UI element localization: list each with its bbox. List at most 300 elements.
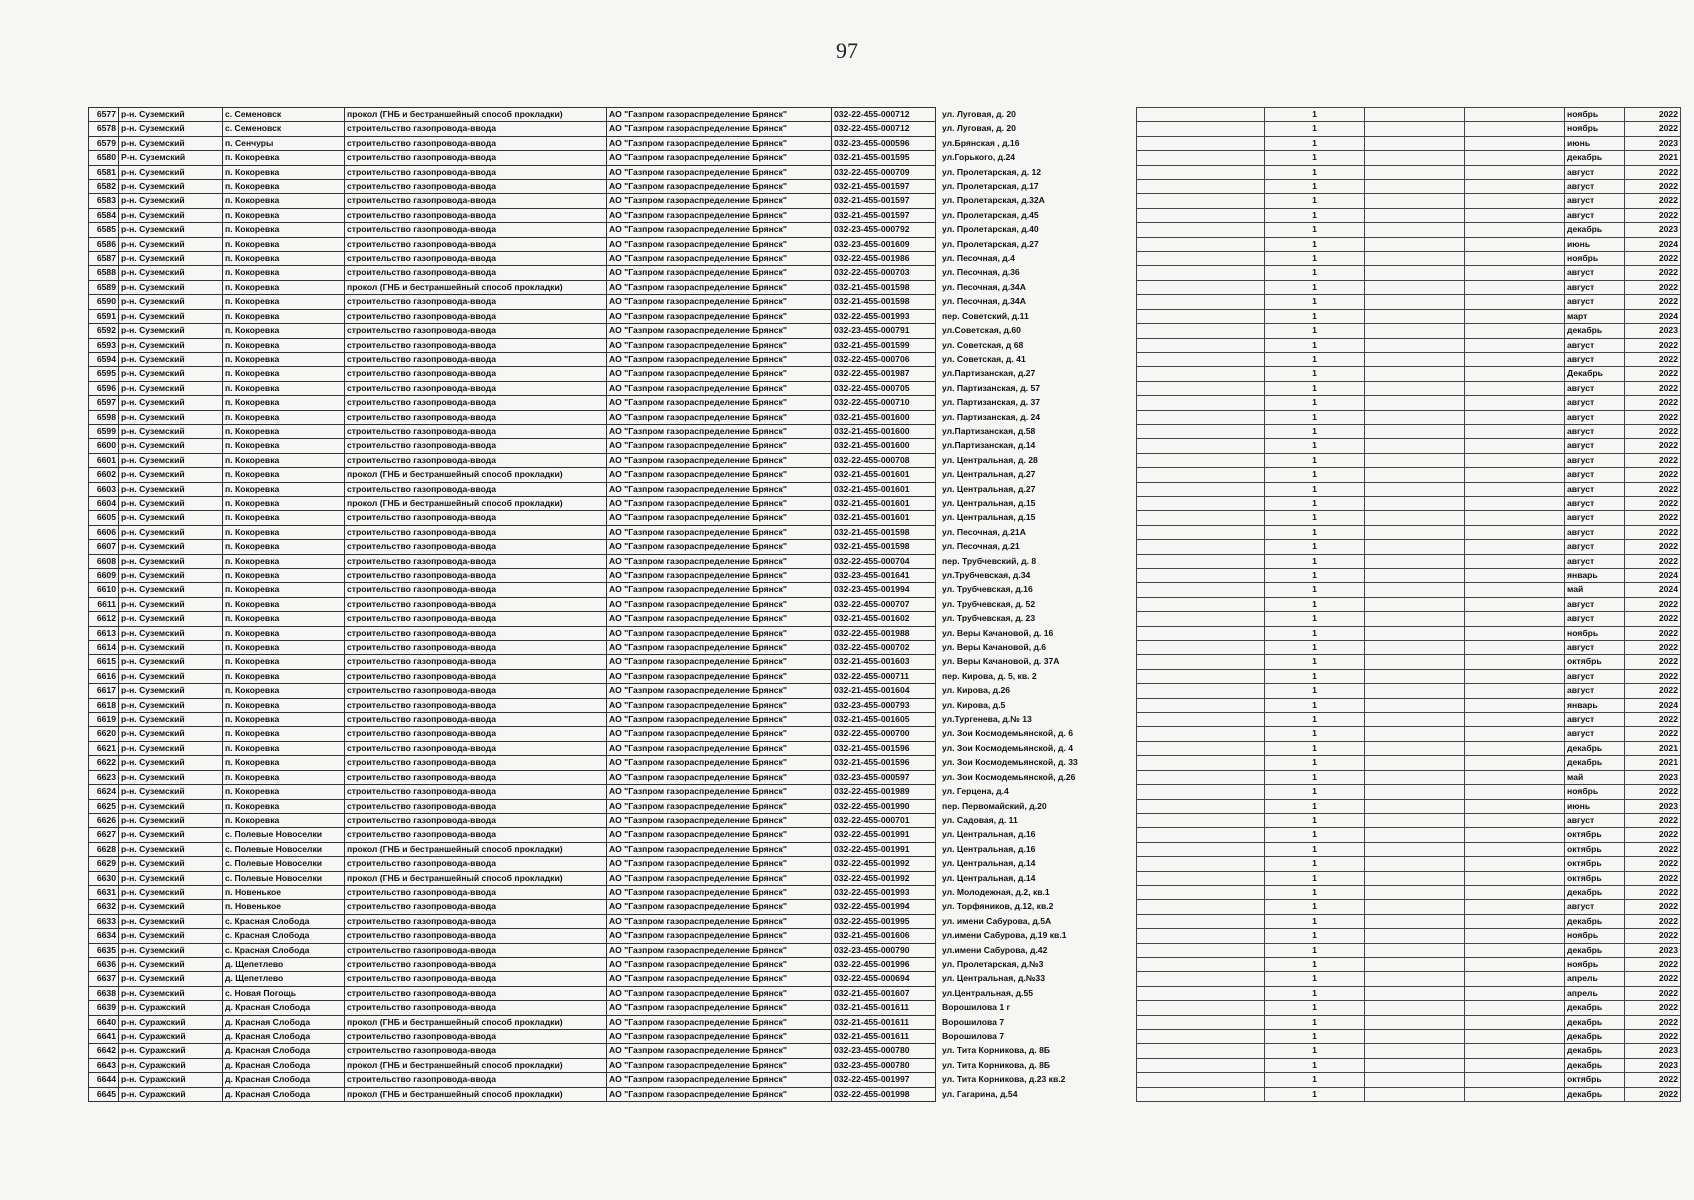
cell-empty — [1365, 496, 1465, 510]
table-row — [89, 655, 1126, 669]
cell-empty — [1137, 410, 1265, 424]
cell-row-number: 6643 — [89, 1058, 119, 1072]
cell-empty — [1465, 698, 1565, 712]
cell-empty — [1465, 641, 1565, 655]
cell-registry-number: 032-21-455-001597 — [832, 208, 936, 222]
cell-address: ул. Трубчевская, д. 52 — [942, 598, 1036, 609]
cell-settlement: д. Красная Слобода — [223, 1044, 345, 1058]
cell-row-number: 6591 — [89, 309, 119, 323]
cell-registry-number: 032-23-455-000780 — [832, 1044, 936, 1058]
cell-empty — [1465, 929, 1565, 943]
cell-district: Р-н. Суземский — [119, 151, 223, 165]
cell-district: р-н. Суражский — [119, 1087, 223, 1101]
table-row — [1137, 900, 1681, 914]
table-row — [89, 194, 1126, 208]
cell-organization: АО "Газпром газораспределение Брянск" — [607, 698, 832, 712]
cell-month: август — [1565, 410, 1625, 424]
cell-work-type: строительство газопровода-ввода — [345, 352, 607, 366]
cell-empty — [1465, 1001, 1565, 1015]
cell-work-type: строительство газопровода-ввода — [345, 641, 607, 655]
cell-registry-number: 032-21-455-001601 — [832, 511, 936, 525]
table-row — [1137, 957, 1681, 971]
cell-empty — [1365, 597, 1465, 611]
table-row — [89, 914, 1126, 928]
cell-registry-number: 032-22-455-001992 — [832, 871, 936, 885]
cell-district: р-н. Суземский — [119, 943, 223, 957]
cell-organization: АО "Газпром газораспределение Брянск" — [607, 871, 832, 885]
cell-quantity: 1 — [1265, 223, 1365, 237]
cell-empty — [1365, 511, 1465, 525]
cell-row-number: 6631 — [89, 885, 119, 899]
cell-month: ноябрь — [1565, 957, 1625, 971]
cell-empty — [1137, 727, 1265, 741]
cell-settlement: с. Полевые Новоселки — [223, 871, 345, 885]
cell-empty — [1137, 957, 1265, 971]
cell-quantity: 1 — [1265, 842, 1365, 856]
cell-address: ул. Партизанская, д. 57 — [942, 382, 1041, 393]
table-row — [1137, 338, 1681, 352]
cell-row-number: 6623 — [89, 770, 119, 784]
cell-month: декабрь — [1565, 1044, 1625, 1058]
cell-work-type: строительство газопровода-ввода — [345, 770, 607, 784]
cell-empty — [1137, 842, 1265, 856]
cell-registry-number: 032-22-455-000706 — [832, 352, 936, 366]
cell-row-number: 6581 — [89, 165, 119, 179]
cell-year: 2022 — [1625, 453, 1681, 467]
table-row — [1137, 1073, 1681, 1087]
cell-settlement: д. Красная Слобода — [223, 1001, 345, 1015]
cell-empty — [1137, 367, 1265, 381]
cell-quantity: 1 — [1265, 857, 1365, 871]
cell-empty — [1137, 799, 1265, 813]
cell-empty — [1365, 1087, 1465, 1101]
cell-district: р-н. Суземский — [119, 468, 223, 482]
cell-work-type: строительство газопровода-ввода — [345, 986, 607, 1000]
table-row — [89, 929, 1126, 943]
cell-organization: АО "Газпром газораспределение Брянск" — [607, 194, 832, 208]
cell-settlement: д. Красная Слобода — [223, 1087, 345, 1101]
cell-address: ул. Кирова, д.5 — [942, 699, 1006, 710]
cell-work-type: строительство газопровода-ввода — [345, 410, 607, 424]
cell-month: июнь — [1565, 237, 1625, 251]
cell-work-type: строительство газопровода-ввода — [345, 194, 607, 208]
table-row — [1137, 208, 1681, 222]
cell-work-type: прокол (ГНБ и бестраншейный способ прокладки) — [345, 1015, 607, 1029]
cell-district: р-н. Суземский — [119, 165, 223, 179]
table-row — [89, 266, 1126, 280]
table-row — [1137, 237, 1681, 251]
table-row — [89, 1058, 1126, 1072]
cell-empty — [1137, 151, 1265, 165]
cell-work-type: строительство газопровода-ввода — [345, 338, 607, 352]
cell-row-number: 6607 — [89, 540, 119, 554]
cell-settlement: с. Полевые Новоселки — [223, 828, 345, 842]
cell-address: Ворошилова 7 — [942, 1031, 1005, 1041]
cell-work-type: строительство газопровода-ввода — [345, 756, 607, 770]
table-row — [1137, 655, 1681, 669]
cell-organization: АО "Газпром газораспределение Брянск" — [607, 108, 832, 122]
cell-year: 2022 — [1625, 828, 1681, 842]
cell-settlement: п. Кокоревка — [223, 194, 345, 208]
cell-quantity: 1 — [1265, 828, 1365, 842]
cell-registry-number: 032-21-455-001606 — [832, 929, 936, 943]
cell-settlement: п. Кокоревка — [223, 554, 345, 568]
cell-empty — [1365, 352, 1465, 366]
cell-address: ул. Луговая, д. 20 — [942, 109, 1016, 119]
table-row — [1137, 136, 1681, 150]
cell-empty — [1137, 655, 1265, 669]
cell-empty — [1465, 1087, 1565, 1101]
cell-year: 2022 — [1625, 885, 1681, 899]
cell-work-type: строительство газопровода-ввода — [345, 1044, 607, 1058]
cell-district: р-н. Суземский — [119, 525, 223, 539]
cell-organization: АО "Газпром газораспределение Брянск" — [607, 943, 832, 957]
cell-organization: АО "Газпром газораспределение Брянск" — [607, 1073, 832, 1087]
cell-month: октябрь — [1565, 828, 1625, 842]
cell-year: 2023 — [1625, 1044, 1681, 1058]
cell-empty — [1365, 741, 1465, 755]
cell-organization: АО "Газпром газораспределение Брянск" — [607, 770, 832, 784]
cell-organization: АО "Газпром газораспределение Брянск" — [607, 396, 832, 410]
cell-quantity: 1 — [1265, 194, 1365, 208]
cell-settlement: п. Кокоревка — [223, 165, 345, 179]
cell-empty — [1365, 756, 1465, 770]
cell-district: р-н. Суземский — [119, 583, 223, 597]
cell-registry-number: 032-21-455-001611 — [832, 1030, 936, 1044]
cell-quantity: 1 — [1265, 684, 1365, 698]
cell-work-type: строительство газопровода-ввода — [345, 136, 607, 150]
cell-month: декабрь — [1565, 741, 1625, 755]
table-row — [89, 871, 1126, 885]
cell-registry-number: 032-23-455-000792 — [832, 223, 936, 237]
cell-empty — [1137, 741, 1265, 755]
cell-empty — [1465, 669, 1565, 683]
cell-year: 2022 — [1625, 381, 1681, 395]
cell-quantity: 1 — [1265, 957, 1365, 971]
cell-empty — [1137, 295, 1265, 309]
cell-year: 2022 — [1625, 813, 1681, 827]
cell-address: ул. Кирова, д.26 — [942, 685, 1011, 696]
cell-quantity: 1 — [1265, 453, 1365, 467]
cell-settlement: п. Кокоревка — [223, 597, 345, 611]
cell-empty — [1465, 1073, 1565, 1087]
cell-work-type: строительство газопровода-ввода — [345, 208, 607, 222]
table-row — [1137, 108, 1681, 122]
cell-month: август — [1565, 295, 1625, 309]
cell-year: 2022 — [1625, 208, 1681, 222]
cell-empty — [1465, 324, 1565, 338]
cell-work-type: строительство газопровода-ввода — [345, 785, 607, 799]
table-row — [89, 857, 1126, 871]
table-row — [1137, 727, 1681, 741]
table-row — [1137, 165, 1681, 179]
cell-quantity: 1 — [1265, 180, 1365, 194]
cell-month: август — [1565, 165, 1625, 179]
cell-month: октябрь — [1565, 1073, 1625, 1087]
cell-address: ул. Партизанская, д. 37 — [942, 397, 1041, 408]
cell-address: ул. Пролетарская, д.27 — [942, 238, 1039, 249]
cell-registry-number: 032-22-455-000711 — [832, 669, 936, 683]
cell-month: август — [1565, 482, 1625, 496]
cell-row-number: 6619 — [89, 713, 119, 727]
cell-work-type: прокол (ГНБ и бестраншейный способ прокладки) — [345, 468, 607, 482]
right-data-table — [1136, 107, 1681, 1102]
cell-organization: АО "Газпром газораспределение Брянск" — [607, 583, 832, 597]
cell-organization: АО "Газпром газораспределение Брянск" — [607, 828, 832, 842]
cell-row-number: 6614 — [89, 641, 119, 655]
cell-year: 2023 — [1625, 223, 1681, 237]
cell-organization: АО "Газпром газораспределение Брянск" — [607, 957, 832, 971]
cell-empty — [1137, 424, 1265, 438]
cell-address: ул. Зои Космодемьянской, д.26 — [942, 771, 1076, 782]
cell-row-number: 6589 — [89, 280, 119, 294]
cell-address: ул. Пролетарская, д. 12 — [942, 166, 1042, 177]
cell-empty — [1365, 453, 1465, 467]
table-row — [89, 525, 1126, 539]
cell-address: ул. Центральная, д.15 — [942, 512, 1036, 523]
cell-district: р-н. Суземский — [119, 223, 223, 237]
cell-district: р-н. Суземский — [119, 208, 223, 222]
cell-address: ул. Пролетарская, д.№3 — [942, 958, 1044, 969]
cell-quantity: 1 — [1265, 612, 1365, 626]
cell-quantity: 1 — [1265, 929, 1365, 943]
cell-address: ул. Центральная, д.16 — [942, 829, 1036, 840]
table-row — [1137, 597, 1681, 611]
table-row — [1137, 986, 1681, 1000]
cell-district: р-н. Суземский — [119, 180, 223, 194]
cell-district: р-н. Суземский — [119, 381, 223, 395]
cell-address: ул. Песочная, д.34А — [942, 281, 1026, 292]
cell-year: 2024 — [1625, 309, 1681, 323]
cell-year: 2022 — [1625, 1015, 1681, 1029]
cell-quantity: 1 — [1265, 525, 1365, 539]
table-row — [89, 511, 1126, 525]
cell-registry-number: 032-23-455-001994 — [832, 583, 936, 597]
cell-quantity: 1 — [1265, 252, 1365, 266]
cell-settlement: д. Красная Слобода — [223, 1030, 345, 1044]
cell-empty — [1365, 540, 1465, 554]
cell-address: ул. Молодежная, д.2, кв.1 — [942, 886, 1050, 897]
cell-empty — [1137, 698, 1265, 712]
cell-registry-number: 032-22-455-000710 — [832, 396, 936, 410]
table-row — [89, 813, 1126, 827]
cell-registry-number: 032-21-455-001600 — [832, 439, 936, 453]
table-row — [89, 597, 1126, 611]
cell-year: 2022 — [1625, 929, 1681, 943]
cell-district: р-н. Суземский — [119, 108, 223, 122]
table-row — [1137, 1087, 1681, 1101]
cell-empty — [1465, 713, 1565, 727]
table-row — [1137, 799, 1681, 813]
cell-empty — [1465, 813, 1565, 827]
cell-district: р-н. Суземский — [119, 655, 223, 669]
cell-work-type: строительство газопровода-ввода — [345, 597, 607, 611]
cell-district: р-н. Суземский — [119, 338, 223, 352]
table-row — [89, 713, 1126, 727]
cell-empty — [1137, 756, 1265, 770]
cell-registry-number: 032-22-455-001987 — [832, 367, 936, 381]
cell-registry-number: 032-22-455-001990 — [832, 799, 936, 813]
cell-empty — [1465, 194, 1565, 208]
cell-district: р-н. Суражский — [119, 1001, 223, 1015]
cell-address: ул. Зои Космодемьянской, д. 6 — [942, 728, 1073, 739]
table-row — [1137, 410, 1681, 424]
table-row — [89, 223, 1126, 237]
cell-empty — [1137, 1087, 1265, 1101]
cell-settlement: д. Красная Слобода — [223, 1073, 345, 1087]
table-row — [89, 122, 1126, 136]
cell-empty — [1365, 482, 1465, 496]
cell-district: р-н. Суземский — [119, 569, 223, 583]
table-row — [89, 741, 1126, 755]
cell-registry-number: 032-21-455-001603 — [832, 655, 936, 669]
table-row — [89, 280, 1126, 294]
table-row — [89, 569, 1126, 583]
cell-empty — [1465, 237, 1565, 251]
cell-row-number: 6633 — [89, 914, 119, 928]
cell-settlement: п. Кокоревка — [223, 468, 345, 482]
cell-registry-number: 032-22-455-000708 — [832, 453, 936, 467]
cell-month: апрель — [1565, 986, 1625, 1000]
cell-empty — [1137, 641, 1265, 655]
cell-empty — [1137, 482, 1265, 496]
cell-settlement: п. Кокоревка — [223, 569, 345, 583]
cell-work-type: строительство газопровода-ввода — [345, 324, 607, 338]
cell-work-type: строительство газопровода-ввода — [345, 1001, 607, 1015]
table-row — [89, 1087, 1126, 1101]
table-row — [89, 439, 1126, 453]
cell-empty — [1465, 684, 1565, 698]
table-row — [89, 151, 1126, 165]
cell-address: ул. Пролетарская, д.32А — [942, 195, 1045, 206]
cell-settlement: п. Кокоревка — [223, 453, 345, 467]
cell-year: 2023 — [1625, 943, 1681, 957]
cell-organization: АО "Газпром газораспределение Брянск" — [607, 223, 832, 237]
cell-row-number: 6596 — [89, 381, 119, 395]
cell-row-number: 6621 — [89, 741, 119, 755]
cell-row-number: 6630 — [89, 871, 119, 885]
cell-settlement: п. Кокоревка — [223, 669, 345, 683]
cell-empty — [1365, 165, 1465, 179]
cell-settlement: д. Красная Слобода — [223, 1015, 345, 1029]
cell-organization: АО "Газпром газораспределение Брянск" — [607, 180, 832, 194]
cell-work-type: строительство газопровода-ввода — [345, 943, 607, 957]
cell-month: декабрь — [1565, 885, 1625, 899]
cell-organization: АО "Газпром газораспределение Брянск" — [607, 669, 832, 683]
table-row — [1137, 482, 1681, 496]
cell-settlement: с. Семеновск — [223, 122, 345, 136]
cell-year: 2022 — [1625, 410, 1681, 424]
cell-year: 2022 — [1625, 194, 1681, 208]
cell-registry-number: 032-21-455-001598 — [832, 295, 936, 309]
cell-organization: АО "Газпром газораспределение Брянск" — [607, 727, 832, 741]
cell-settlement: п. Новенькое — [223, 900, 345, 914]
cell-registry-number: 032-21-455-001601 — [832, 496, 936, 510]
cell-settlement: п. Кокоревка — [223, 252, 345, 266]
cell-month: январь — [1565, 698, 1625, 712]
cell-settlement: п. Кокоревка — [223, 266, 345, 280]
cell-month: август — [1565, 338, 1625, 352]
cell-settlement: п. Кокоревка — [223, 655, 345, 669]
cell-year: 2022 — [1625, 626, 1681, 640]
cell-organization: АО "Газпром газораспределение Брянск" — [607, 439, 832, 453]
cell-year: 2022 — [1625, 612, 1681, 626]
cell-quantity: 1 — [1265, 871, 1365, 885]
cell-empty — [1465, 1030, 1565, 1044]
cell-empty — [1137, 972, 1265, 986]
cell-organization: АО "Газпром газораспределение Брянск" — [607, 929, 832, 943]
cell-empty — [1365, 151, 1465, 165]
cell-work-type: строительство газопровода-ввода — [345, 583, 607, 597]
cell-empty — [1365, 1015, 1465, 1029]
cell-row-number: 6584 — [89, 208, 119, 222]
cell-month: декабрь — [1565, 914, 1625, 928]
cell-row-number: 6617 — [89, 684, 119, 698]
cell-month: август — [1565, 439, 1625, 453]
table-row — [1137, 352, 1681, 366]
cell-organization: АО "Газпром газораспределение Брянск" — [607, 151, 832, 165]
cell-empty — [1365, 1073, 1465, 1087]
cell-empty — [1137, 770, 1265, 784]
cell-address: ул. Центральная, д.16 — [942, 843, 1036, 854]
cell-empty — [1465, 108, 1565, 122]
cell-organization: АО "Газпром газораспределение Брянск" — [607, 785, 832, 799]
cell-year: 2022 — [1625, 641, 1681, 655]
cell-address: ул.Советская, д.60 — [942, 325, 1021, 336]
cell-empty — [1137, 597, 1265, 611]
cell-empty — [1365, 986, 1465, 1000]
cell-row-number: 6603 — [89, 482, 119, 496]
cell-empty — [1365, 885, 1465, 899]
table-row — [89, 641, 1126, 655]
cell-empty — [1365, 237, 1465, 251]
table-row — [89, 352, 1126, 366]
cell-empty — [1365, 1044, 1465, 1058]
cell-address: ул. Пролетарская, д.40 — [942, 224, 1039, 235]
cell-row-number: 6611 — [89, 597, 119, 611]
cell-empty — [1465, 151, 1565, 165]
table-row — [1137, 424, 1681, 438]
cell-year: 2024 — [1625, 583, 1681, 597]
cell-year: 2022 — [1625, 655, 1681, 669]
cell-settlement: д. Щепетлево — [223, 972, 345, 986]
cell-address: ул. Герцена, д.4 — [942, 786, 1009, 797]
cell-address: ул. имени Сабурова, д.5А — [942, 915, 1052, 926]
cell-empty — [1365, 367, 1465, 381]
cell-row-number: 6585 — [89, 223, 119, 237]
cell-work-type: прокол (ГНБ и бестраншейный способ прокладки) — [345, 1087, 607, 1101]
cell-organization: АО "Газпром газораспределение Брянск" — [607, 468, 832, 482]
table-row — [1137, 223, 1681, 237]
cell-registry-number: 032-21-455-001601 — [832, 468, 936, 482]
table-row — [89, 396, 1126, 410]
table-row — [1137, 626, 1681, 640]
cell-empty — [1465, 612, 1565, 626]
cell-month: декабрь — [1565, 756, 1625, 770]
cell-month: август — [1565, 280, 1625, 294]
cell-settlement: п. Кокоревка — [223, 770, 345, 784]
table-row — [1137, 194, 1681, 208]
cell-registry-number: 032-22-455-000712 — [832, 122, 936, 136]
cell-year: 2022 — [1625, 122, 1681, 136]
cell-empty — [1465, 352, 1565, 366]
cell-settlement: с. Красная Слобода — [223, 943, 345, 957]
cell-address: ул. Веры Качановой, д.6 — [942, 642, 1047, 653]
cell-quantity: 1 — [1265, 1030, 1365, 1044]
cell-empty — [1137, 713, 1265, 727]
cell-year: 2022 — [1625, 165, 1681, 179]
cell-empty — [1365, 914, 1465, 928]
